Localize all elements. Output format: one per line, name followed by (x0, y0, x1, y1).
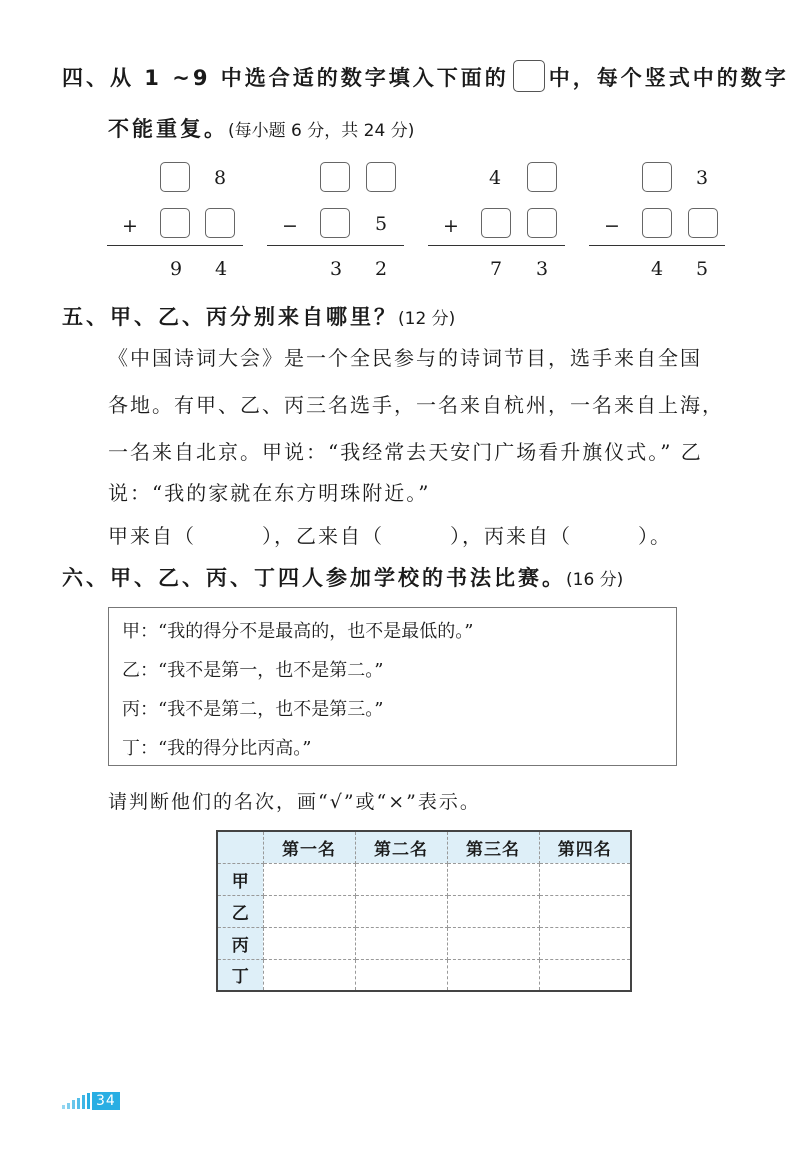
result-digit: 4 (650, 258, 664, 280)
section5-paragraph-line: 各地。有甲、乙、丙三名选手，一名来自杭州，一名来自上海， (108, 393, 724, 417)
answer-label-jia: 甲来自（ (108, 524, 196, 548)
table-cell[interactable] (355, 863, 447, 895)
answer-box[interactable] (160, 208, 190, 238)
digit: 8 (213, 167, 227, 189)
section5-title (62, 301, 455, 331)
result-digit: 3 (535, 258, 549, 280)
result-digit: 2 (374, 258, 388, 280)
section4-title-line2 (108, 113, 414, 143)
section4-title (62, 62, 789, 95)
table-corner (217, 831, 263, 863)
answer-box[interactable] (688, 208, 718, 238)
answer-box[interactable] (205, 208, 235, 238)
table-cell[interactable] (447, 895, 539, 927)
section4-rule-text: 不能重复。 (108, 117, 228, 141)
row-header: 丁 (217, 959, 263, 991)
table-cell[interactable] (355, 927, 447, 959)
table-cell[interactable] (263, 927, 355, 959)
table-cell[interactable] (355, 959, 447, 991)
table-cell[interactable] (539, 863, 631, 895)
sum-line (428, 245, 565, 246)
result-digit: 7 (489, 258, 503, 280)
digit: 4 (488, 167, 502, 189)
answer-line (108, 520, 672, 549)
plus-sign: + (443, 215, 459, 237)
answer-box[interactable] (320, 162, 350, 192)
section6-title (62, 562, 623, 592)
section5-paragraph-line: 一名来自北京。甲说：“我经常去天安门广场看升旗仪式。” 乙 (108, 440, 703, 464)
column-header: 第二名 (355, 831, 447, 863)
digit: 3 (695, 167, 709, 189)
page-bars-icon (62, 1093, 92, 1109)
section5-paragraph-line: 说：“我的家就在东方明珠附近。” (108, 481, 431, 505)
row-header: 甲 (217, 863, 263, 895)
minus-sign: − (282, 215, 298, 237)
section4-title-part1: 四、从 1 ~9 中选合适的数字填入下面的 (62, 66, 509, 90)
page-number: 34 (92, 1092, 120, 1110)
section4-title-part2: 中，每个竖式中的数字 (548, 66, 789, 90)
column-header: 第一名 (263, 831, 355, 863)
table-cell[interactable] (263, 863, 355, 895)
row-header: 丙 (217, 927, 263, 959)
answer-box[interactable] (642, 162, 672, 192)
table-cell[interactable] (539, 895, 631, 927)
table-cell[interactable] (539, 959, 631, 991)
minus-sign: − (604, 215, 620, 237)
difference-line (589, 245, 725, 246)
result-digit: 9 (169, 258, 183, 280)
column-header: 第四名 (539, 831, 631, 863)
answer-box[interactable] (320, 208, 350, 238)
sum-line (107, 245, 243, 246)
table-row (217, 927, 631, 959)
result-digit: 3 (329, 258, 343, 280)
answer-label-bing: ），丙来自（ (450, 524, 572, 548)
answer-box[interactable] (366, 162, 396, 192)
row-header: 乙 (217, 895, 263, 927)
answer-box[interactable] (160, 162, 190, 192)
table-row (217, 959, 631, 991)
section6-score-note: (16 分) (566, 570, 624, 590)
answer-close: ）。 (638, 524, 672, 548)
column-header: 第三名 (447, 831, 539, 863)
answer-box-sample (513, 60, 545, 92)
answer-box[interactable] (527, 162, 557, 192)
table-row (217, 895, 631, 927)
section6-title-text: 六、甲、乙、丙、丁四人参加学校的书法比赛。 (62, 566, 566, 590)
answer-label-yi: ），乙来自（ (262, 524, 384, 548)
table-cell[interactable] (447, 927, 539, 959)
section5-title-text: 五、甲、乙、丙分别来自哪里？ (62, 305, 398, 329)
statement-bing: 丙：“我不是第二，也不是第三。” (122, 699, 384, 720)
statement-jia: 甲：“我的得分不是最高的，也不是最低的。” (122, 621, 474, 642)
statement-ding: 丁：“我的得分比丙高。” (122, 738, 312, 759)
result-digit: 4 (214, 258, 228, 280)
table-cell[interactable] (447, 863, 539, 895)
difference-line (267, 245, 404, 246)
section5-paragraph-line: 《中国诗词大会》是一个全民参与的诗词节目，选手来自全国 (108, 346, 702, 370)
table-header-row (217, 831, 631, 863)
answer-box[interactable] (527, 208, 557, 238)
digit: 5 (374, 213, 388, 235)
answer-box[interactable] (642, 208, 672, 238)
table-cell[interactable] (263, 895, 355, 927)
ranking-table (216, 830, 632, 992)
section4-score-note: (每小题 6 分，共 24 分) (228, 121, 415, 141)
bars-graphic (62, 1093, 92, 1109)
table-cell[interactable] (355, 895, 447, 927)
table-row (217, 863, 631, 895)
answer-box[interactable] (481, 208, 511, 238)
table-cell[interactable] (263, 959, 355, 991)
instruction: 请判断他们的名次，画“√”或“×”表示。 (108, 791, 481, 813)
plus-sign: + (122, 215, 138, 237)
section5-score-note: (12 分) (398, 309, 456, 329)
table-cell[interactable] (447, 959, 539, 991)
statement-yi: 乙：“我不是第一，也不是第二。” (122, 660, 384, 681)
table-cell[interactable] (539, 927, 631, 959)
result-digit: 5 (695, 258, 709, 280)
